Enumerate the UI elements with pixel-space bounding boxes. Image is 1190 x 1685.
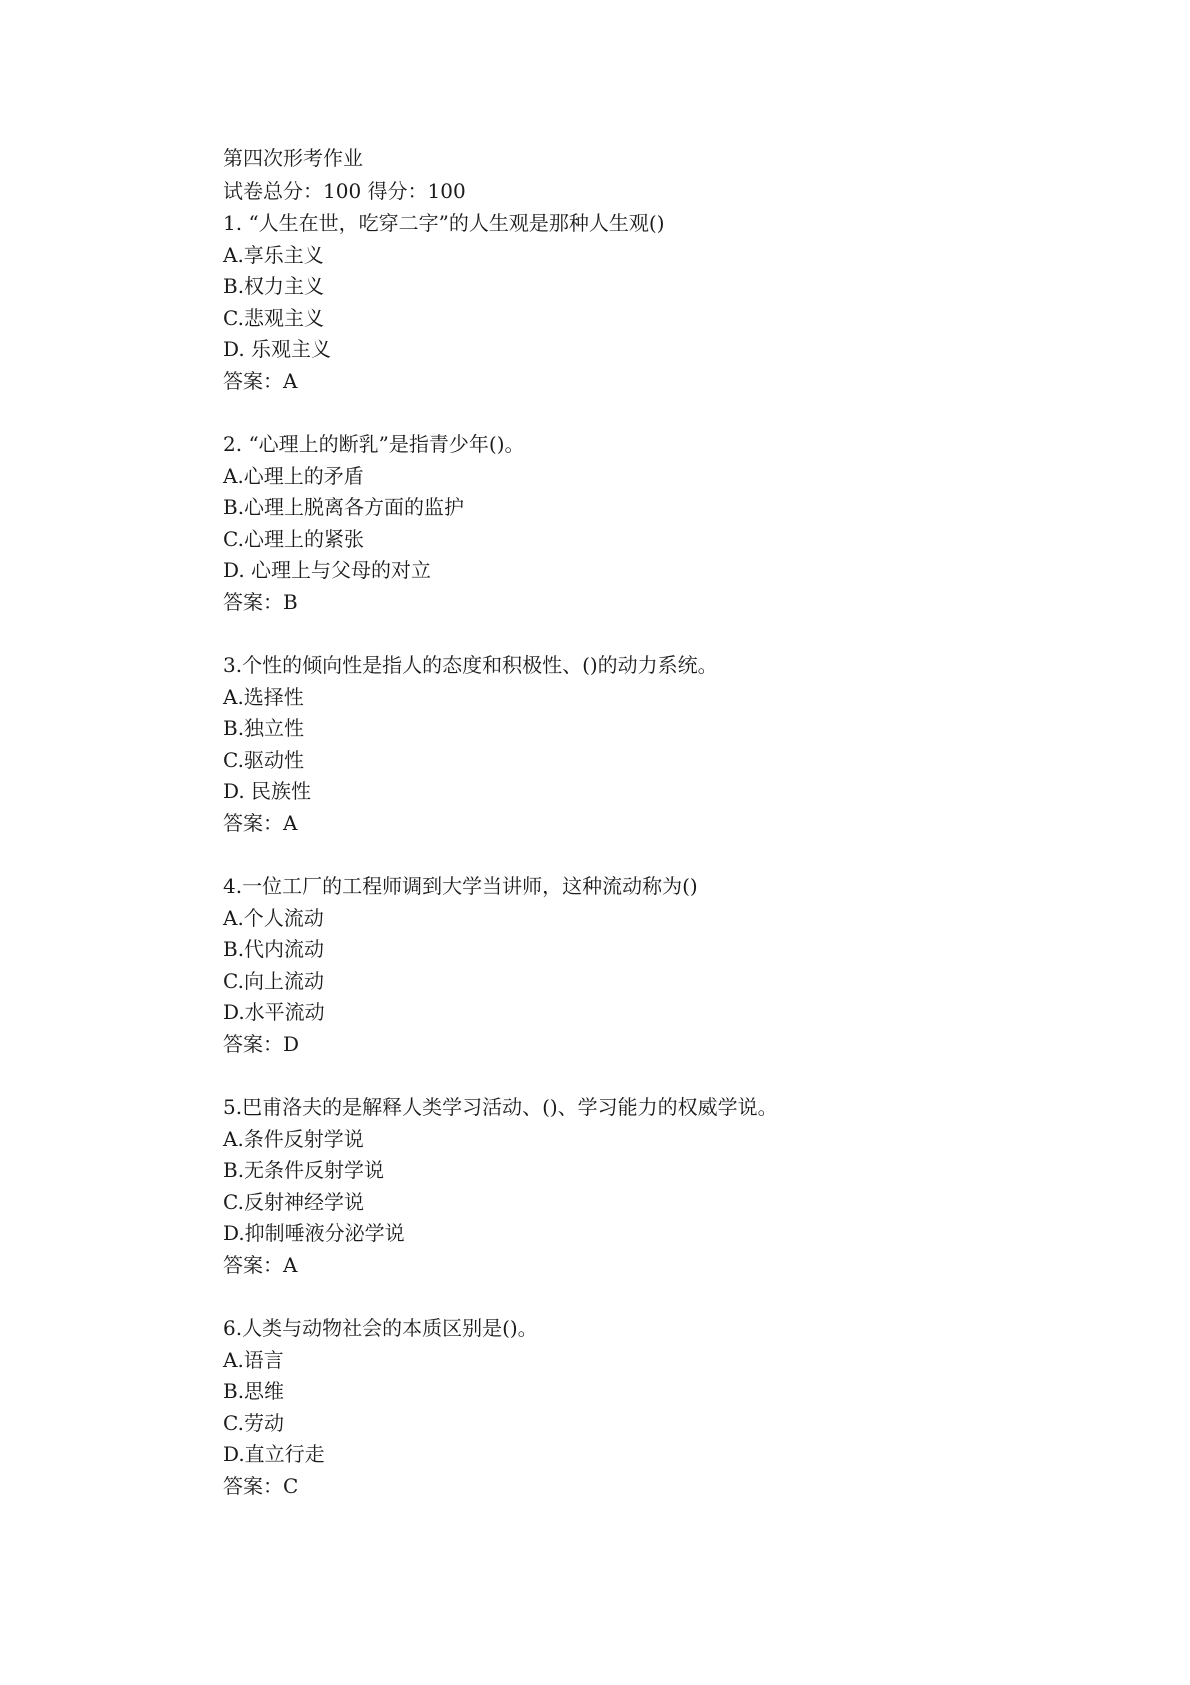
answer-line: 答案：A xyxy=(223,810,298,835)
option-c: C.反射神经学说 xyxy=(223,1189,364,1214)
question-stem: 3.个性的倾向性是指人的态度和积极性、()的动力系统。 xyxy=(223,653,718,677)
answer-line: 答案：A xyxy=(223,368,298,393)
option-c: C.悲观主义 xyxy=(223,305,324,330)
question-1 xyxy=(223,208,1103,397)
answer-line: 答案：D xyxy=(223,1031,300,1056)
document-page xyxy=(223,142,1103,1502)
question-3 xyxy=(223,650,1103,839)
option-c: C.心理上的紧张 xyxy=(223,526,364,551)
option-c: C.劳动 xyxy=(223,1410,284,1435)
option-a: A.心理上的矛盾 xyxy=(223,463,364,488)
option-b: B.独立性 xyxy=(223,716,305,740)
score-line: 试卷总分：100 得分：100 xyxy=(223,179,466,203)
option-d: D. 民族性 xyxy=(223,779,312,803)
option-d: D. 乐观主义 xyxy=(223,337,332,361)
question-5 xyxy=(223,1092,1103,1281)
option-d: D.直立行走 xyxy=(223,1442,325,1466)
answer-line: 答案：C xyxy=(223,1473,299,1498)
question-2 xyxy=(223,429,1103,618)
option-b: B.无条件反射学说 xyxy=(223,1158,385,1182)
question-6 xyxy=(223,1313,1103,1502)
document-title: 第四次形考作业 xyxy=(223,146,363,170)
option-d: D.抑制唾液分泌学说 xyxy=(223,1221,405,1245)
option-c: C.驱动性 xyxy=(223,747,304,772)
option-b: B.思维 xyxy=(223,1379,285,1403)
option-b: B.心理上脱离各方面的监护 xyxy=(223,495,465,519)
option-d: D. 心理上与父母的对立 xyxy=(223,558,432,582)
option-b: B.权力主义 xyxy=(223,274,325,298)
question-stem: 1. “人生在世，吃穿二字”的人生观是那种人生观() xyxy=(223,211,665,235)
option-a: A.个人流动 xyxy=(223,905,324,930)
answer-line: 答案：B xyxy=(223,589,298,614)
question-stem: 6.人类与动物社会的本质区别是()。 xyxy=(223,1316,538,1340)
option-c: C.向上流动 xyxy=(223,968,324,993)
option-a: A.选择性 xyxy=(223,684,304,709)
question-stem: 4.一位工厂的工程师调到大学当讲师，这种流动称为() xyxy=(223,874,698,898)
question-4 xyxy=(223,871,1103,1060)
option-d: D.水平流动 xyxy=(223,1000,325,1024)
question-stem: 2. “心理上的断乳”是指青少年()。 xyxy=(223,432,525,456)
option-b: B.代内流动 xyxy=(223,937,325,961)
question-stem: 5.巴甫洛夫的是解释人类学习活动、()、学习能力的权威学说。 xyxy=(223,1095,778,1119)
option-a: A.享乐主义 xyxy=(223,242,324,267)
option-a: A.条件反射学说 xyxy=(223,1126,364,1151)
option-a: A.语言 xyxy=(223,1347,284,1372)
answer-line: 答案：A xyxy=(223,1252,298,1277)
